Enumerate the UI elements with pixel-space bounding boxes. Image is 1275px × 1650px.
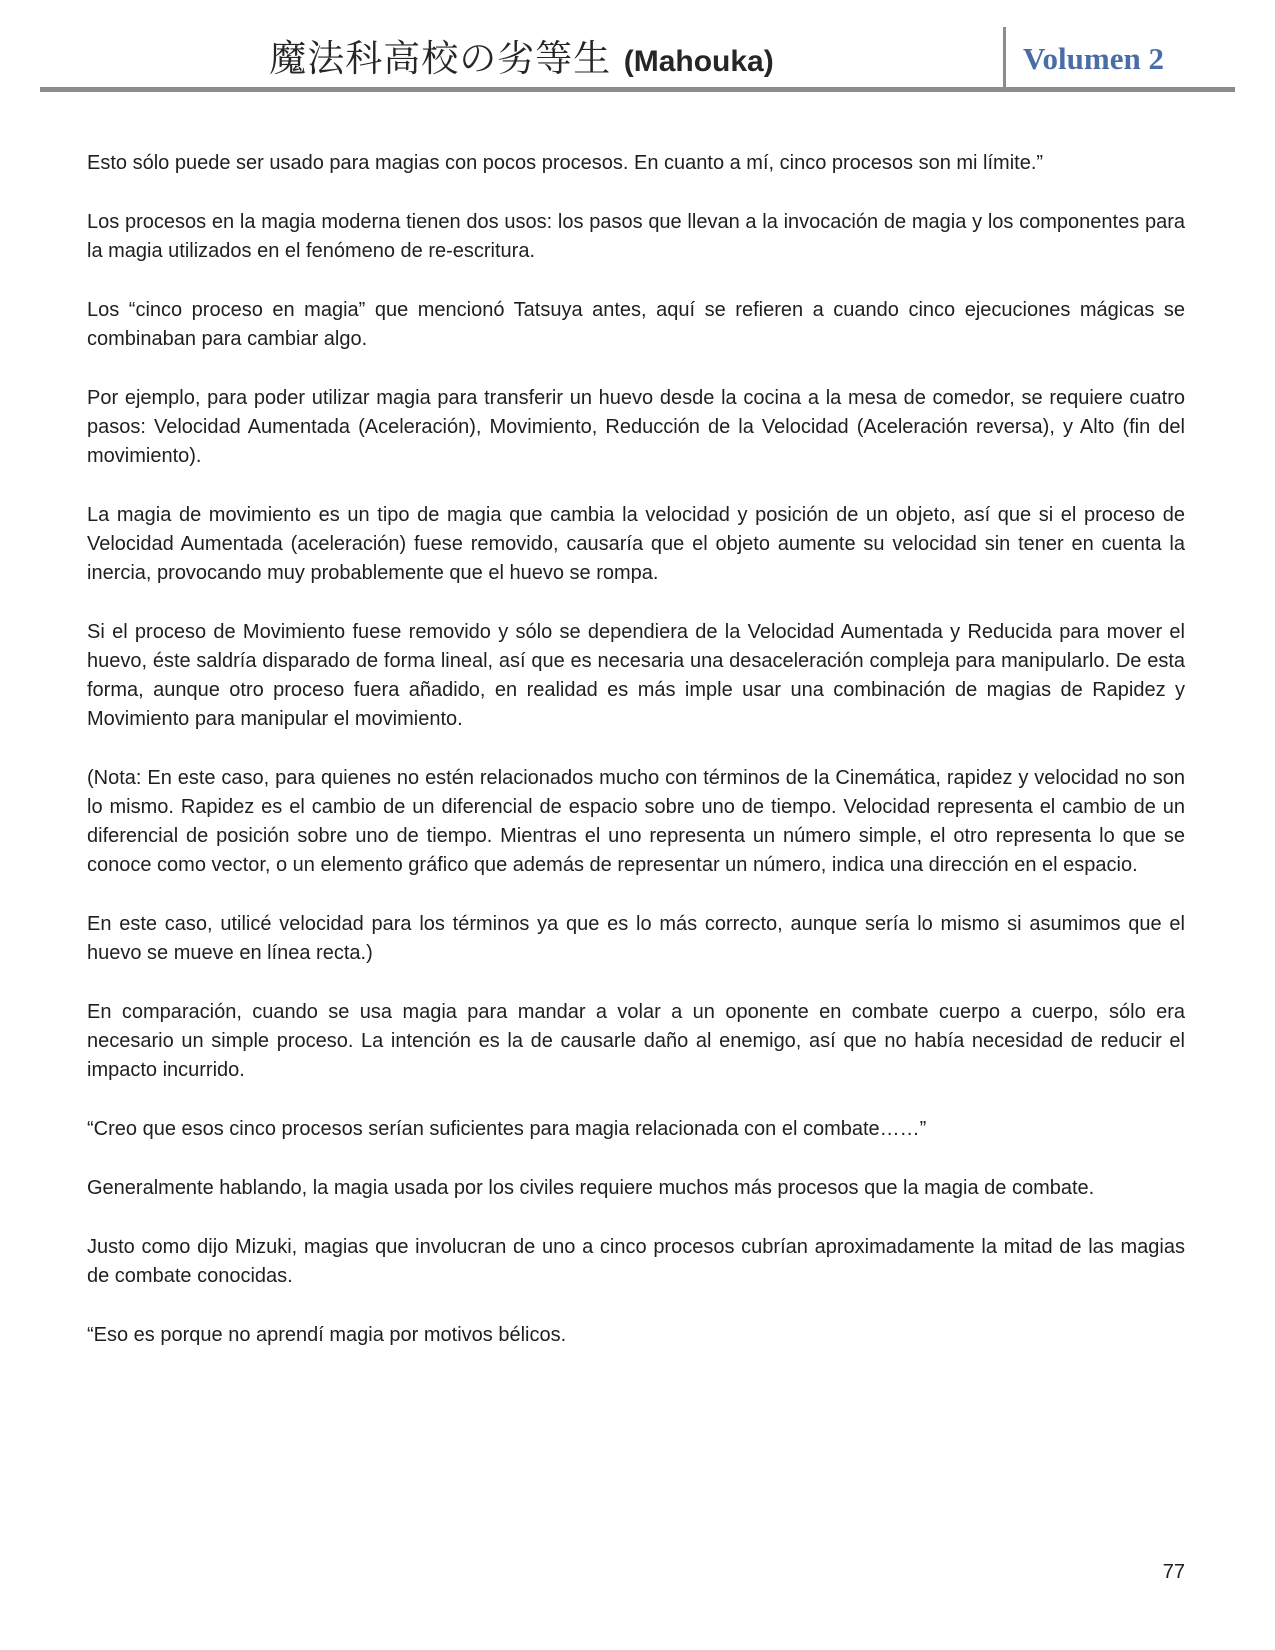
page-number: 77 xyxy=(1162,1561,1185,1583)
body-paragraph: Por ejemplo, para poder utilizar magia para transferir un huevo desde la cocina a la mesa de comedor, se requiere cuatro pasos: Velocidad Aumentada (Aceleración), Movimiento, Reducción de la Velocidad (Aceleración reversa), y Alto (fin del movimiento). xyxy=(87,387,1185,467)
document-title xyxy=(40,28,1003,82)
page-header xyxy=(0,0,1275,96)
body-paragraph: Generalmente hablando, la magia usada por los civiles requiere muchos más procesos que la magia de combate. xyxy=(87,1177,1095,1199)
body-paragraph: “Eso es porque no aprendí magia por motivos bélicos. xyxy=(87,1324,567,1346)
body-paragraph: Si el proceso de Movimiento fuese removido y sólo se dependiera de la Velocidad Aumentada y Reducida para mover el huevo, éste saldría disparado de forma lineal, así que es necesaria una desaceleración compleja para manipularlo. De esta forma, aunque otro proceso fuera añadido, en realidad es más imple usar una combinación de magias de Rapidez y Movimiento para manipular el movimiento. xyxy=(87,621,1185,730)
body-paragraph: (Nota: En este caso, para quienes no estén relacionados mucho con términos de la Cinemática, rapidez y velocidad no son lo mismo. Rapidez es el cambio de un diferencial de espacio sobre uno de tiempo. Velocidad representa el cambio de un diferencial de posición sobre uno de tiempo. Mientras el uno representa un número simple, el otro representa lo que se conoce como vector, o un elemento gráfico que además de representar un número, indica una dirección en el espacio. xyxy=(87,767,1185,876)
document-title-romaji: (Mahouka) xyxy=(623,45,774,78)
body-paragraph: La magia de movimiento es un tipo de magia que cambia la velocidad y posición de un objeto, así que si el proceso de Velocidad Aumentada (aceleración) fuese removido, causaría que el objeto aumente su velocidad sin tener en cuenta la inercia, provocando muy probablemente que el huevo se rompa. xyxy=(87,504,1185,584)
body-paragraph: En este caso, utilicé velocidad para los términos ya que es lo más correcto, aunque sería lo mismo si asumimos que el huevo se mueve en línea recta.) xyxy=(87,913,1185,964)
page-footer xyxy=(87,1561,1185,1584)
volume-section xyxy=(1003,27,1164,90)
body-paragraph: Esto sólo puede ser usado para magias con pocos procesos. En cuanto a mí, cinco procesos son mi límite.” xyxy=(87,152,1044,174)
body-paragraph: Los “cinco proceso en magia” que mencionó Tatsuya antes, aquí se refieren a cuando cinco ejecuciones mágicas se combinaban para cambiar algo. xyxy=(87,299,1185,350)
body-paragraph: Justo como dijo Mizuki, magias que involucran de uno a cinco procesos cubrían aproximadamente la mitad de las magias de combate conocidas. xyxy=(87,1236,1185,1287)
header-rule xyxy=(40,87,1235,92)
body-paragraph: “Creo que esos cinco procesos serían suficientes para magia relacionada con el combate……” xyxy=(87,1118,927,1140)
body-paragraph: En comparación, cuando se usa magia para mandar a volar a un oponente en combate cuerpo a cuerpo, sólo era necesario un simple proceso. La intención es la de causarle daño al enemigo, así que no había necesidad de reducir el impacto incurrido. xyxy=(87,1001,1185,1081)
document-title-japanese: 魔法科高校の劣等生 xyxy=(269,39,612,80)
page-body xyxy=(87,149,1185,1350)
body-paragraph: Los procesos en la magia moderna tienen dos usos: los pasos que llevan a la invocación de magia y los componentes para la magia utilizados en el fenómeno de re-escritura. xyxy=(87,211,1185,262)
volume-label: Volumen 2 xyxy=(1023,40,1164,76)
